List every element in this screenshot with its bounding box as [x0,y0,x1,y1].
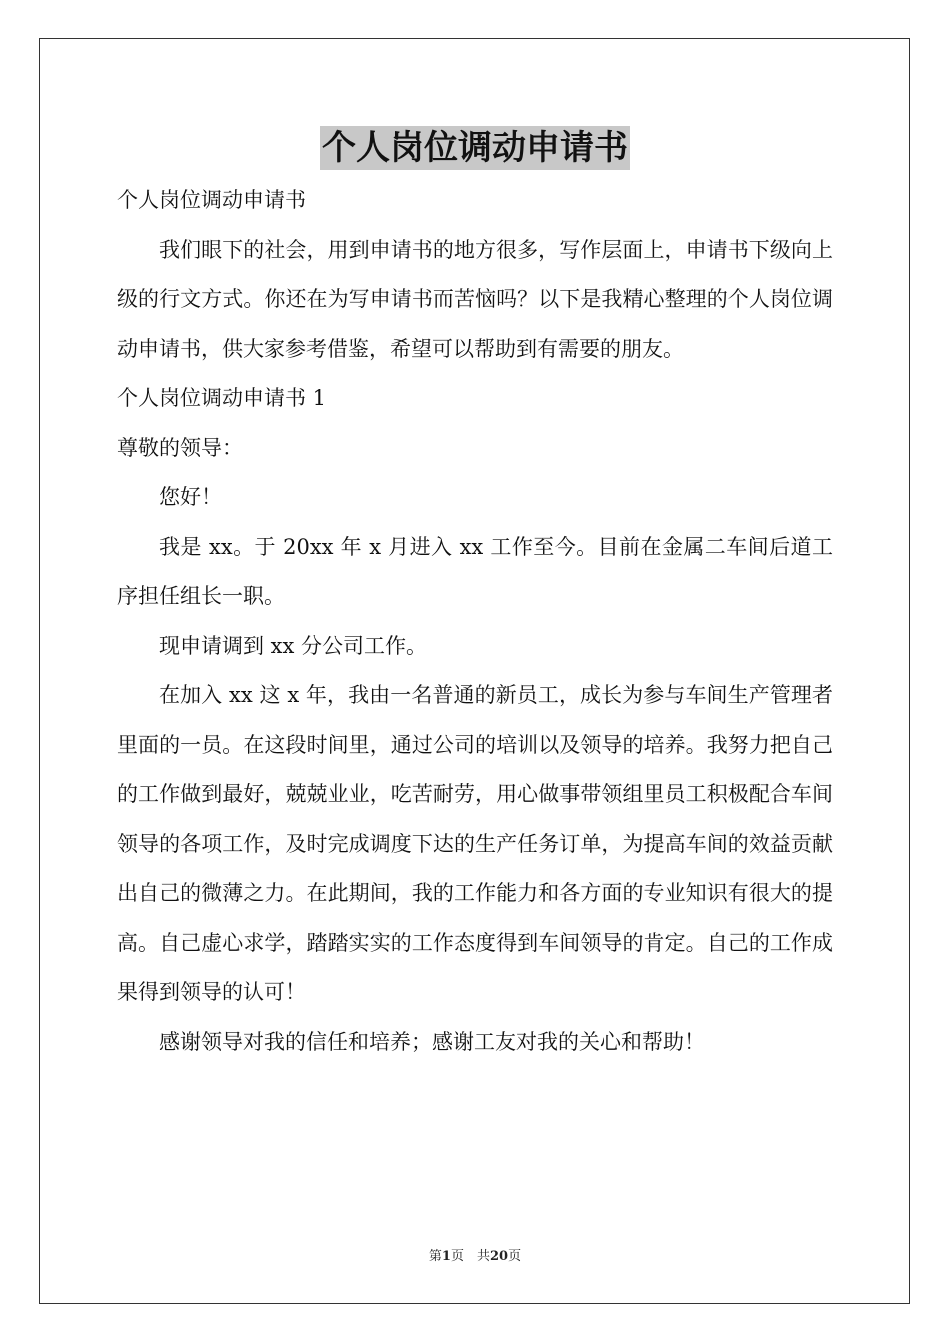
footer-suffix: 页 [508,1249,522,1264]
document-title: 个人岗位调动申请书 [322,128,628,168]
page-footer [0,1248,950,1266]
footer-prefix: 第 [428,1249,442,1264]
title-container [0,126,950,170]
paragraph: 您好！ [159,485,222,509]
paragraph: 我是 xx。于 20xx 年 x 月进入 xx 工作至今。目前在金属二车间后道工序担任组长一职。 [117,534,833,608]
paragraph: 现申请调到 xx 分公司工作。 [159,633,428,658]
paragraph: 我们眼下的社会，用到申请书的地方很多，写作层面上，申请书下级向上级的行文方式。你还在为写申请书而苦恼吗？以下是我精心整理的个人岗位调动申请书，供大家参考借鉴，希望可以帮助到有需要的朋友。 [117,237,833,361]
paragraph: 个人岗位调动申请书 [117,188,306,212]
footer-middle: 页 共 [450,1249,490,1264]
paragraph: 尊敬的领导： [117,435,243,460]
paragraph: 在加入 xx 这 x 年，我由一名普通的新员工，成长为参与车间生产管理者里面的一员。在这段时间里，通过公司的培训以及领导的培养。我努力把自己的工作做到最好，兢兢业业，吃苦耐劳，用心做事带领组里员工积极配合车间领导的各项工作，及时完成调度下达的生产任务订单，为提高车间的效益贡献出自己的微薄之力。在此期间，我的工作能力和各方面的专业知识有很大的提高。自己虚心求学，踏踏实实的工作态度得到车间领导的肯定。自己的工作成果得到领导的认可！ [117,683,833,1004]
footer-total-pages: 20 [489,1249,509,1264]
paragraph: 感谢领导对我的信任和培养；感谢工友对我的关心和帮助！ [159,1029,705,1054]
document-body [117,176,833,1067]
footer-current-page: 1 [441,1249,451,1264]
paragraph: 个人岗位调动申请书 1 [117,386,327,410]
